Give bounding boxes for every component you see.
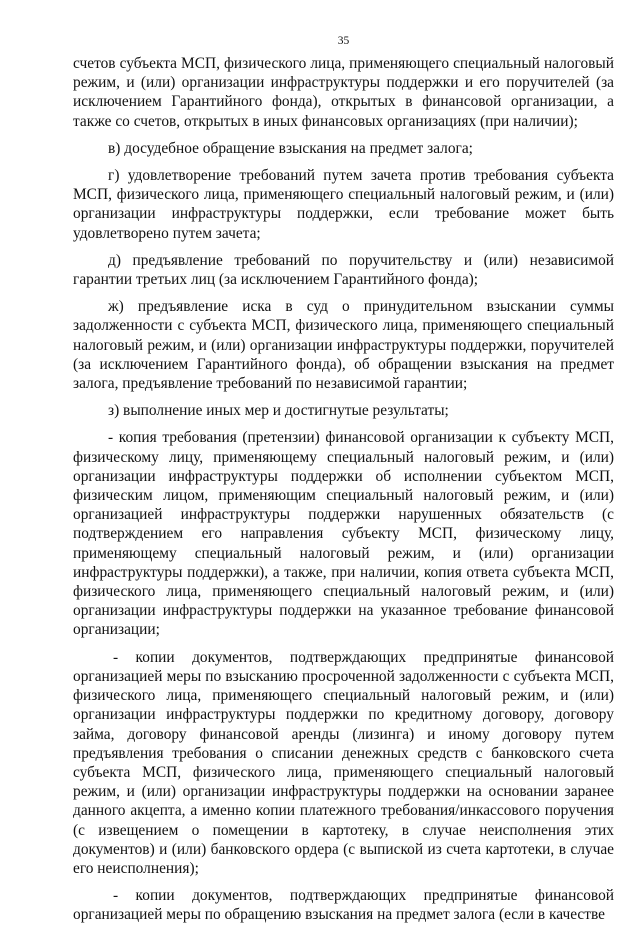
paragraph-account-continuation: счетов субъекта МСП, физического лица, применяющего специальный налоговый режим, и (или) организации инфраструктуры поддержки и его поручителей (за исключением Гарантийного фонда), открытых в финансовой организации, а также со счетов, открытых в иных финансовых организациях (при наличии); bbox=[73, 55, 614, 130]
paragraph-item-zh: ж) предъявление иска в суд о принудительном взыскании суммы задолженности с субъекта МСП, физического лица, применяющего специальный налоговый режим, и (или) организации инфраструктуры поддержки, поручителей (за исключением Гарантийного фонда), об обращении взыскания на предмет залога, предъявление требований по независимой гарантии; bbox=[73, 298, 614, 393]
paragraph-item-z: з) выполнение иных мер и достигнутые результаты; bbox=[108, 402, 449, 420]
paragraph-item-v: в) досудебное обращение взыскания на предмет залога; bbox=[108, 139, 473, 157]
paragraph-item-d: д) предъявление требований по поручительству и (или) независимой гарантии третьих лиц (за исключением Гарантийного фонда); bbox=[73, 251, 614, 289]
paragraph-debt-collection-documents: - копии документов, подтверждающих предпринятые финансовой организацией меры по взысканию просроченной задолженности с субъекта МСП, физического лица, применяющего специальный налоговый режим, и (или) организации инфраструктуры поддержки по кредитному договору, договору займа, договору финансовой аренды (лизинга) и иному договору путем предъявления требования о списании денежных средств с банковского счета субъекта МСП, физического лица, применяющего специальный налоговый режим, и (или) организации инфраструктуры поддержки на основании заранее данного акцепта, а именно копии платежного требования/инкассового поручения (с извещением о помещении в картотеку, в случае неисполнения этих документов) и (или) банковского ордера (с выпиской из счета картотеки, в случае его неисполнения); bbox=[73, 648, 614, 877]
paragraph-collateral-documents: - копии документов, подтверждающих предпринятые финансовой организацией меры по обращению взыскания на предмет залога (если в качестве bbox=[73, 887, 614, 924]
paragraph-item-g: г) удовлетворение требований путем зачета против требования субъекта МСП, физического лица, применяющего специальный налоговый режим, и (или) организации инфраструктуры поддержки, если требование может быть удовлетворено путем зачета; bbox=[73, 167, 614, 242]
paragraph-claim-copy: - копия требования (претензии) финансовой организации к субъекту МСП, физическому лицу, применяющему специальный налоговый режим, и (или) организации инфраструктуры поддержки об исполнении субъектом МСП, физическим лицом, применяющим специальный налоговый режим, и (или) организацией инфраструктуры поддержки нарушенных обязательств (с подтверждением его направления субъекту МСП, физическому лицу, применяющему специальный налоговый режим, и (или) организации инфраструктуры поддержки), а также, при наличии, копия ответа субъекта МСП, физического лица, применяющего специальный налоговый режим, и (или) организации инфраструктуры поддержки на указанное требование финансовой организации; bbox=[73, 429, 614, 639]
page-number: 35 bbox=[337, 35, 350, 47]
